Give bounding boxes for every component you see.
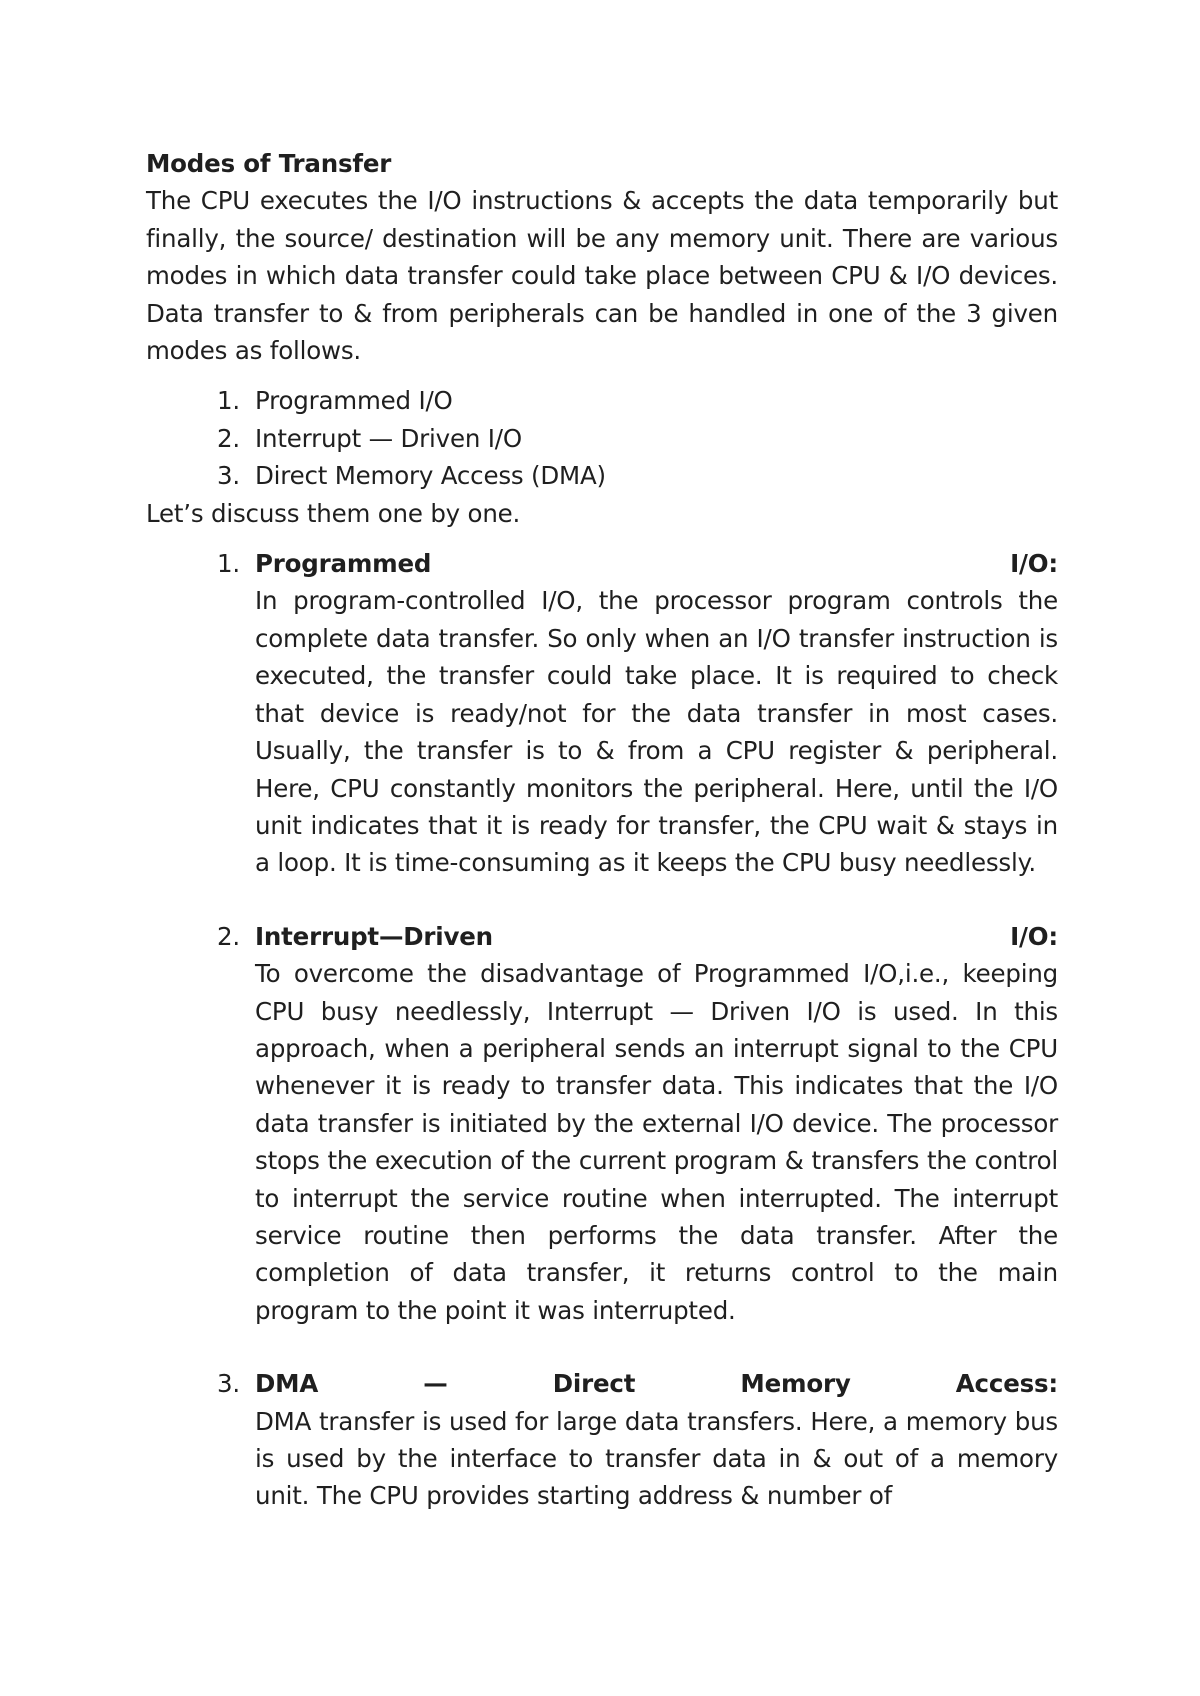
list-number: 1. (217, 386, 240, 416)
section-heading (255, 918, 1058, 955)
heading-word: Access: (955, 1369, 1058, 1399)
heading-word: Interrupt—Driven (255, 921, 493, 951)
intro-paragraph: The CPU executes the I/O instructions & accepts the data temporarily but finally, the source/ destination will be any memory unit. There are various modes in which data transfer could take place between CPU & I/O devices. Data transfer to & from peripherals can be handled in one of the 3 given modes as follows. (146, 186, 1058, 366)
heading-word: DMA (255, 1369, 319, 1399)
section-body (255, 1365, 1058, 1515)
modes-list (146, 382, 1058, 494)
section-paragraph: DMA transfer is used for large data transfers. Here, a memory bus is used by the interface to transfer data in & out of a memory unit. The CPU provides starting address & number of (255, 1406, 1058, 1511)
heading-word: I/O: (1010, 549, 1058, 579)
section-paragraph: In program-controlled I/O, the processor program controls the complete data transfer. So only when an I/O transfer instruction is executed, the transfer could take place. It is required to check that device is ready/not for the data transfer in most cases. Usually, the transfer is to & from a CPU register & peripheral. Here, CPU constantly monitors the peripheral. Here, until the I/O unit indicates that it is ready for transfer, the CPU wait & stays in a loop. It is time-consuming as it keeps the CPU busy needlessly. (255, 586, 1058, 878)
heading-word: Memory (740, 1369, 851, 1399)
section-number: 1. (217, 549, 240, 579)
section-heading (255, 1365, 1058, 1402)
section-programmed-io (146, 545, 1058, 882)
heading-word: I/O: (1010, 921, 1058, 951)
list-item-text: Programmed I/O (255, 386, 453, 416)
heading-word: — (423, 1369, 448, 1399)
section-paragraph: To overcome the disadvantage of Programmed I/O,i.e., keeping CPU busy needlessly, Interrupt — Driven I/O is used. In this approach, when a peripheral sends an interrupt signal to the CPU whenever it is ready to transfer data. This indicates that the I/O data transfer is initiated by the external I/O device. The processor stops the execution of the current program & transfers the control to interrupt the service routine when interrupted. The interrupt service routine then performs the data transfer. After the completion of data transfer, it returns control to the main program to the point it was interrupted. (255, 959, 1058, 1325)
section-heading (255, 545, 1058, 582)
section-number: 3. (217, 1369, 240, 1399)
section-number: 2. (217, 921, 240, 951)
list-item (146, 420, 1058, 457)
document-title: Modes of Transfer (146, 149, 392, 178)
section-interrupt-driven-io (146, 918, 1058, 1329)
list-number: 2. (217, 423, 240, 453)
list-item-text: Direct Memory Access (DMA) (255, 461, 606, 491)
list-number: 3. (217, 461, 240, 491)
section-body (255, 918, 1058, 1329)
list-item (146, 382, 1058, 419)
heading-word: Programmed (255, 549, 432, 579)
document-page (146, 145, 1058, 1515)
list-item (146, 457, 1058, 494)
section-body (255, 545, 1058, 882)
transition-text: Let’s discuss them one by one. (146, 498, 521, 528)
heading-word: Direct (552, 1369, 636, 1399)
section-dma (146, 1365, 1058, 1515)
list-item-text: Interrupt — Driven I/O (255, 423, 522, 453)
